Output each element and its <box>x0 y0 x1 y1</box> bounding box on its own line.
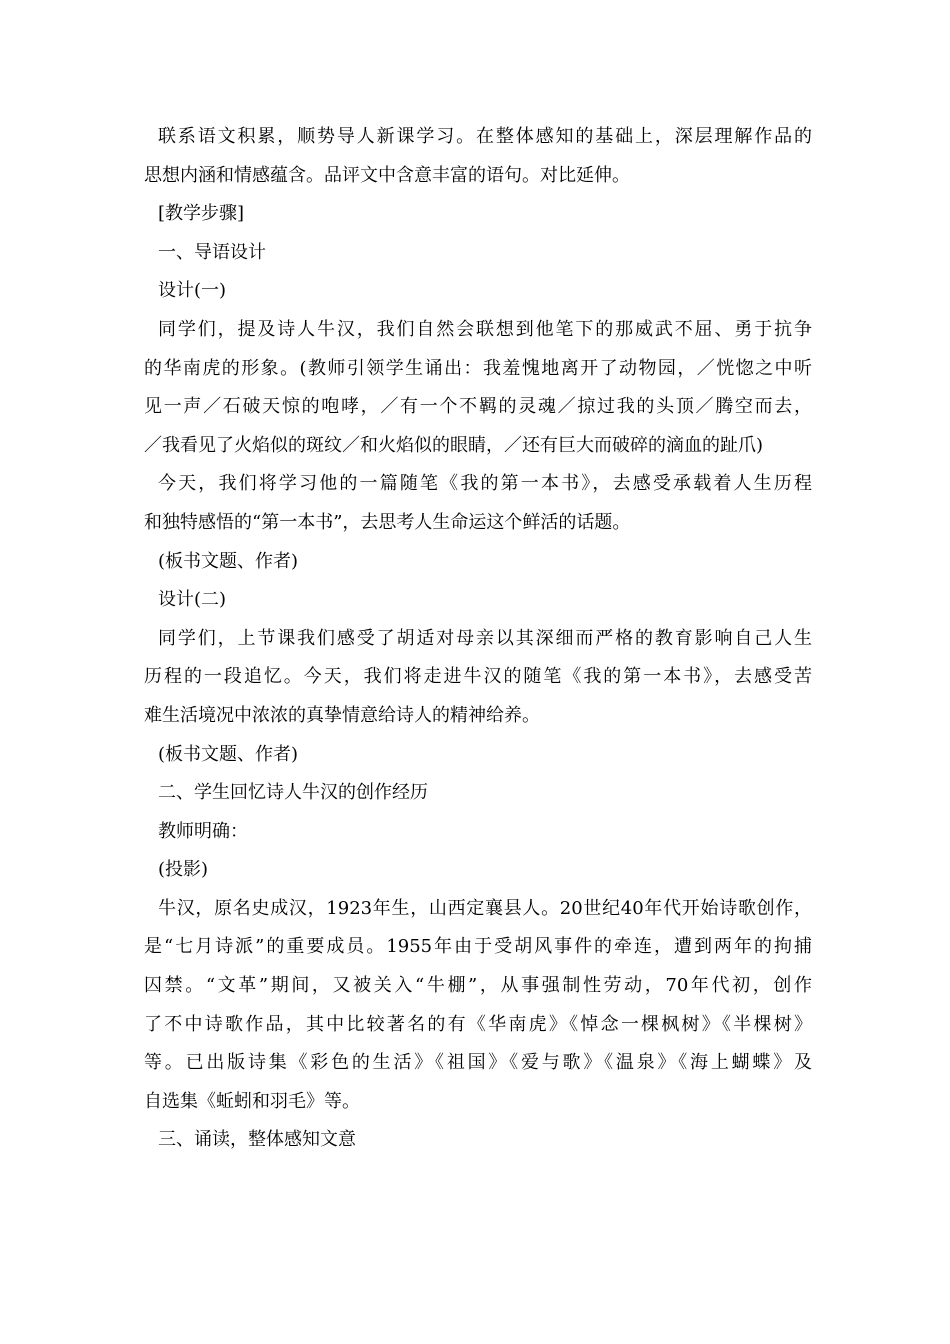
text-line: 囚禁。“文革”期间，又被关入“牛棚”，从事强制性劳动，70年代初，创作 <box>144 975 812 997</box>
text-line: (板书文题、作者) <box>158 550 299 572</box>
text-line: 今天，我们将学习他的一篇随笔《我的第一本书》，去感受承载着人生历程 <box>158 473 812 495</box>
text-line: 是“七月诗派”的重要成员。1955年由于受胡风事件的牵连，遭到两年的拘捕 <box>144 936 812 958</box>
text-line: ／我看见了火焰似的斑纹／和火焰似的眼睛，／还有巨大而破碎的滴血的趾爪) <box>144 434 764 456</box>
text-line: 联系语文积累，顺势导人新课学习。在整体感知的基础上，深层理解作品的 <box>158 126 812 147</box>
text-line: 设计(二) <box>158 589 227 611</box>
text-line: 等。已出版诗集《彩色的生活》《祖国》《爱与歌》《温泉》《海上蝴蝶》及 <box>144 1052 812 1074</box>
text-line: 自选集《蚯蚓和羽毛》等。 <box>144 1090 360 1112</box>
text-line: 同学们，提及诗人牛汉，我们自然会联想到他笔下的那威武不屈、勇于抗争 <box>158 318 812 340</box>
text-line: 了不中诗歌作品，其中比较著名的有《华南虎》《悼念一棵枫树》《半棵树》 <box>144 1013 812 1035</box>
document-body <box>144 118 812 1160</box>
text-line: 历程的一段追忆。今天，我们将走进牛汉的随笔《我的第一本书》，去感受苦 <box>144 666 812 688</box>
text-line: 一、导语设计 <box>158 241 266 263</box>
text-line: 设计(一) <box>158 280 227 302</box>
text-line: 和独特感悟的“第一本书”，去思考人生命运这个鲜活的话题。 <box>144 511 631 533</box>
text-line: 同学们，上节课我们感受了胡适对母亲以其深细而严格的教育影响自己人生 <box>158 627 812 649</box>
text-line: (板书文题、作者) <box>158 743 299 765</box>
text-line: 二、学生回忆诗人牛汉的创作经历 <box>158 782 428 804</box>
text-line: 难生活境况中浓浓的真挚情意给诗人的精神给养。 <box>144 704 540 726</box>
text-line: 教师明确： <box>158 820 248 842</box>
text-line: 三、诵读，整体感知文意 <box>158 1129 356 1151</box>
text-line: [教学步骤] <box>158 203 245 225</box>
text-line: 牛汉，原名史成汉，1923年生，山西定襄县人。20世纪40年代开始诗歌创作， <box>158 897 812 919</box>
text-line: 的华南虎的形象。(教师引领学生诵出：我羞愧地离开了动物园，／恍惚之中听 <box>144 357 812 379</box>
text-line: 思想内涵和情感蕴含。品评文中含意丰富的语句。对比延伸。 <box>144 164 630 186</box>
text-line: (投影) <box>158 859 209 881</box>
text-line: 见一声／石破天惊的咆哮，／有一个不羁的灵魂／掠过我的头顶／腾空而去， <box>144 396 812 418</box>
